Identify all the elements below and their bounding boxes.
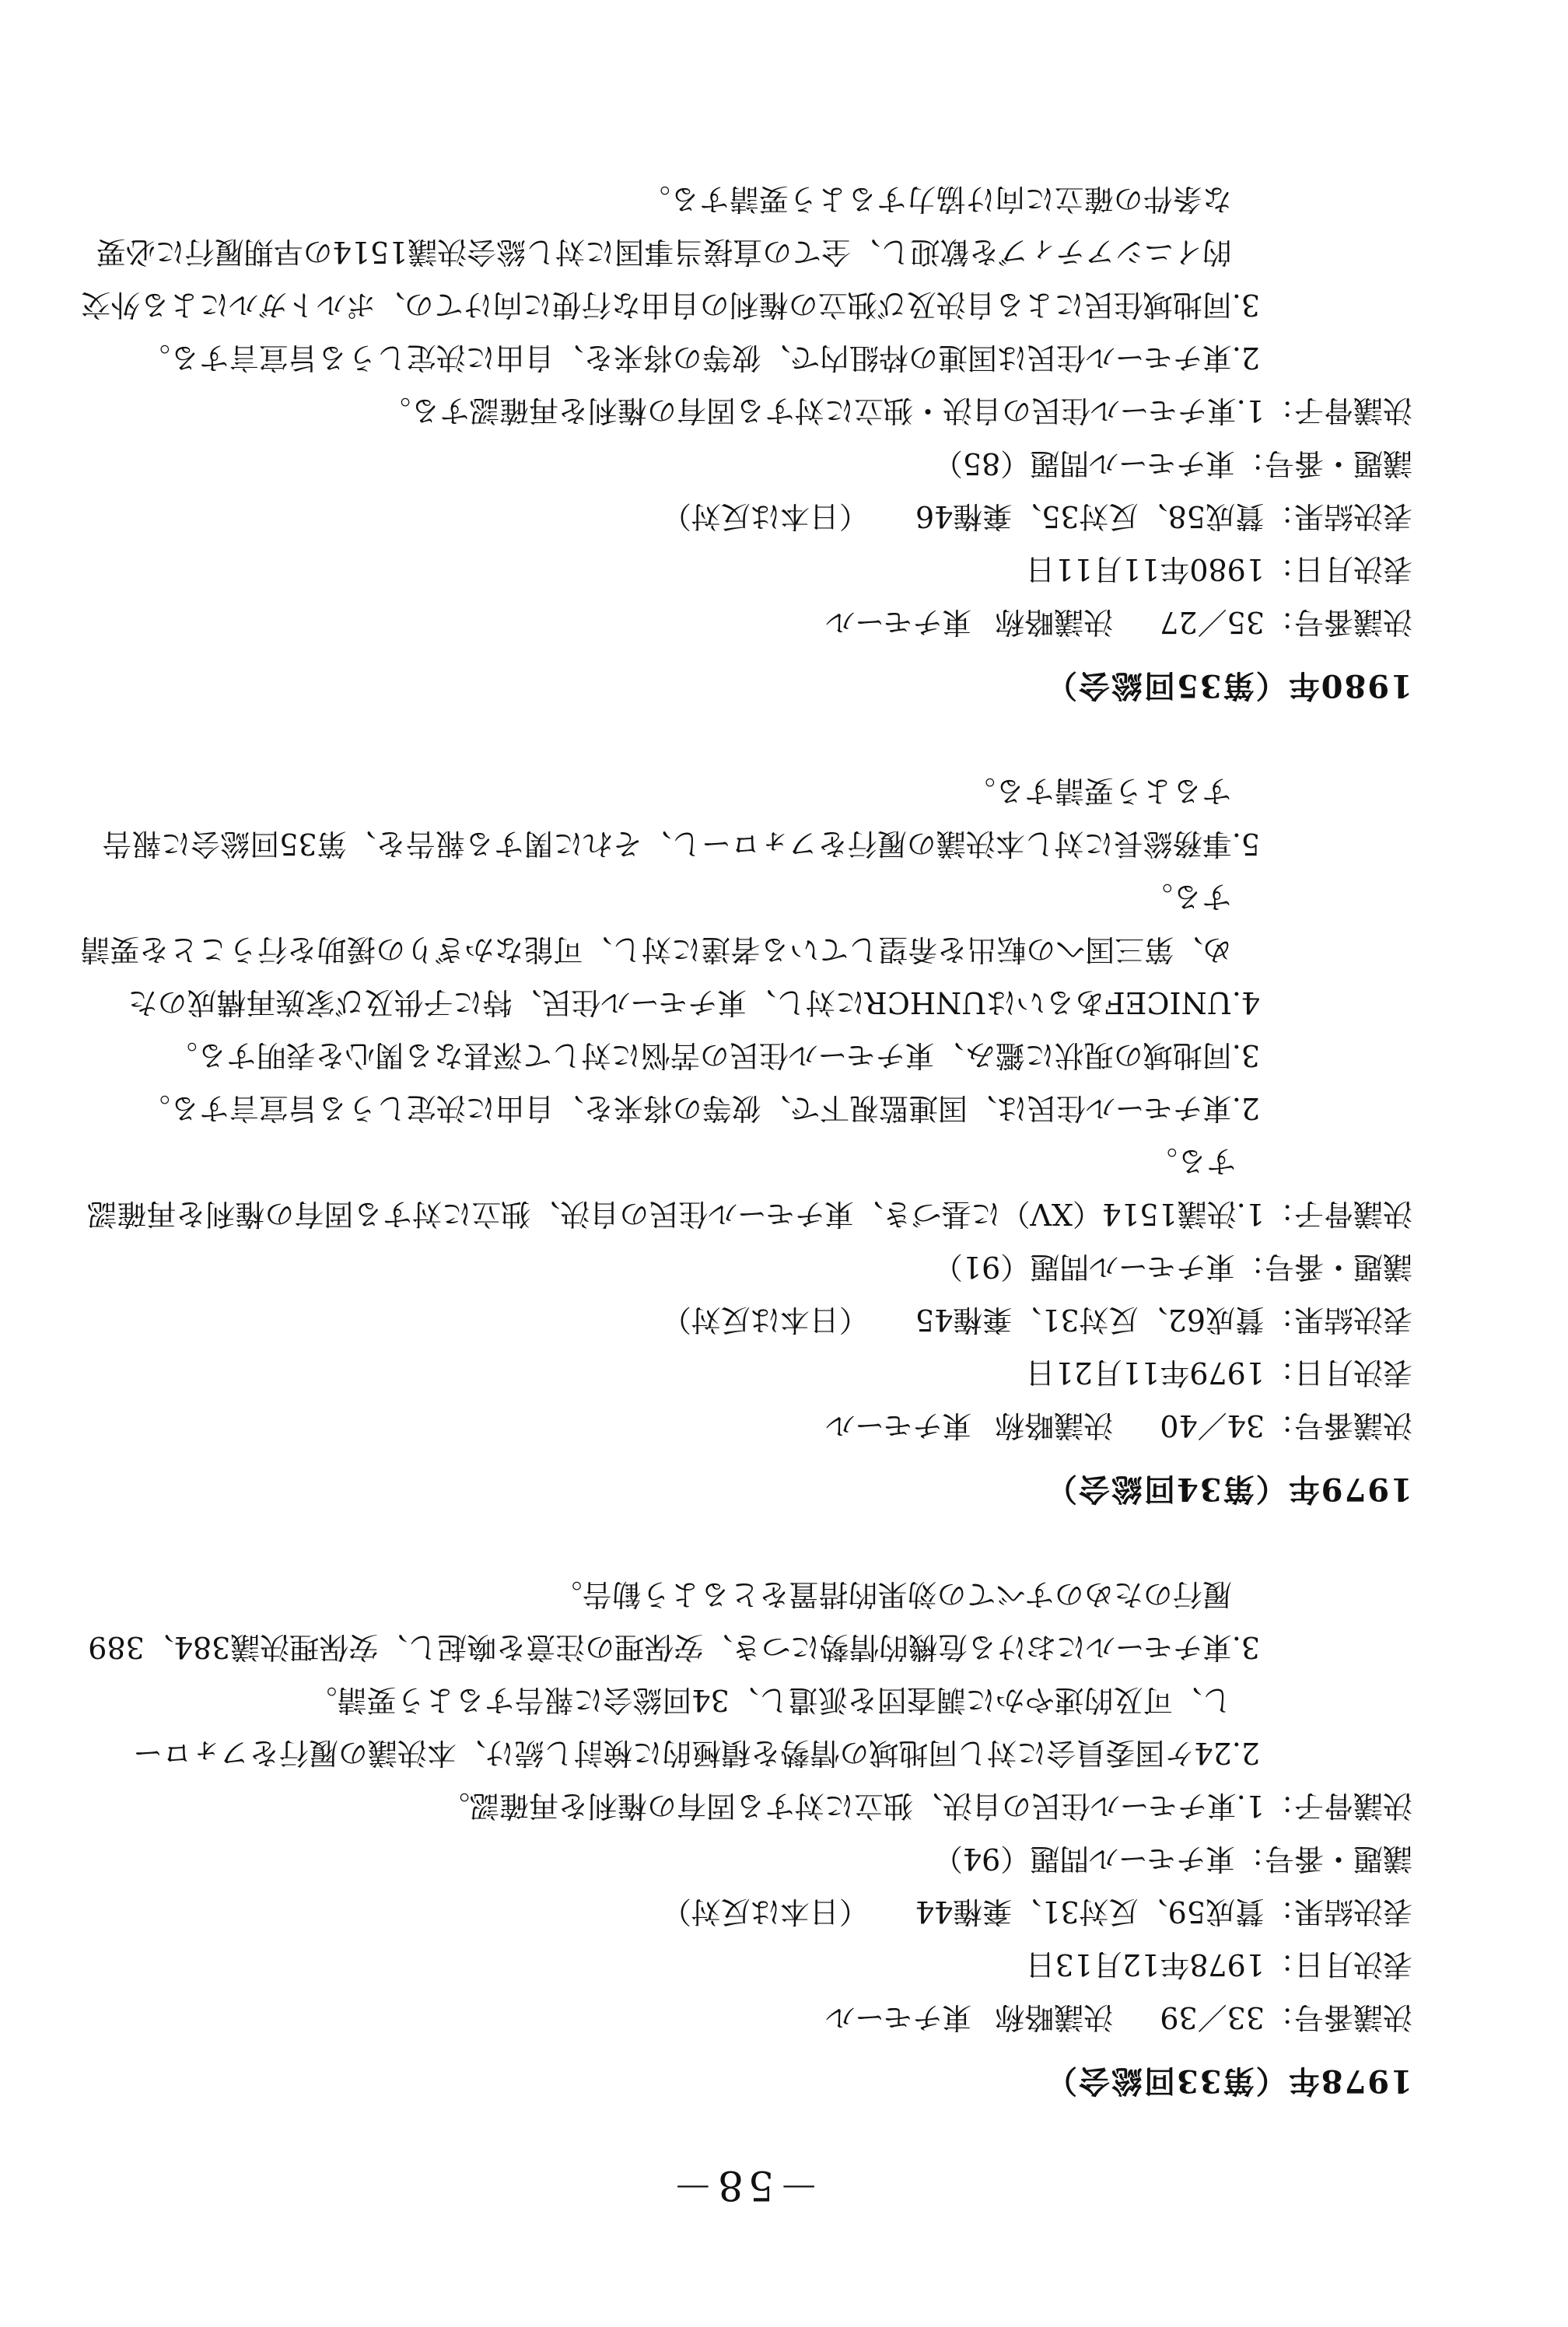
vote-result-label: 表決結果： — [1264, 1303, 1412, 1337]
point-number: 3. — [1231, 1630, 1260, 1664]
point-text: 東チモール住民の自決・独立に対する固有の権利を再確認する。 — [380, 394, 1237, 428]
short-title: 東チモール — [825, 2000, 972, 2035]
vote-result-row — [75, 1885, 1412, 1938]
summary-point — [75, 1135, 1412, 1240]
summary-label: 決議骨子： — [1264, 394, 1412, 428]
agenda-label: 議題・番号： — [1234, 1250, 1412, 1284]
point-text: 東チモール住民は、国連監視下で、彼等の将来を、自由に決定しうる旨宣言する。 — [140, 1091, 1232, 1125]
point-number: 2. — [1231, 1091, 1260, 1125]
adoption-date-row — [75, 1346, 1412, 1399]
point-text: 東チモール住民は国連の枠組内で、彼等の将来を、自由に決定しうる旨宣言する。 — [140, 341, 1232, 375]
section-heading: 1980年（第35回総会） — [1045, 667, 1412, 704]
resolution-number-label: 決議番号： — [1264, 605, 1412, 639]
adoption-date-row — [75, 543, 1412, 596]
short-title-label: 決議略称 — [995, 2000, 1114, 2035]
summary-point — [75, 765, 1260, 870]
vote-result: 賛成58、反対35、棄権46 — [915, 499, 1265, 534]
section-heading: 1978年（第33回総会） — [1045, 2063, 1412, 2099]
resolution-number-label: 決議番号： — [1264, 1408, 1412, 1443]
agenda-label: 議題・番号： — [1234, 1842, 1412, 1876]
summary-point — [75, 173, 1260, 331]
adoption-date-row — [75, 1938, 1412, 1991]
point-number: 3. — [1231, 288, 1260, 322]
point-text: UNICEFあるいはUNHCRに対し、東チモール住民、特に子供及び家族再構成のため、第三国への転出を希望している者達に対し、可能なかぎりの援助を行うことを要請する。 — [80, 880, 1232, 1020]
point-number: 5. — [1231, 827, 1260, 861]
summary-point — [75, 1568, 1260, 1674]
resolution-summary — [75, 1568, 1412, 1832]
resolution-summary — [75, 765, 1412, 1240]
summary-label: 決議骨子： — [1264, 1789, 1412, 1823]
adoption-date-label: 表決月日： — [1264, 1947, 1412, 1982]
agenda-row — [75, 1832, 1412, 1885]
resolution-number: 34／40 — [1160, 1408, 1265, 1443]
resolution-number-row — [75, 1399, 1412, 1452]
point-text: 決議1514（XV）に基づき、東チモール住民の自決、独立に対する固有の権利を再確認する。 — [87, 1144, 1237, 1231]
resolution-summary — [75, 173, 1412, 437]
short-title-label: 決議略称 — [995, 605, 1114, 639]
adoption-date-label: 表決月日： — [1264, 552, 1412, 586]
page-number: －58－ — [667, 2161, 820, 2208]
point-text: 同地域の現状に鑑み、東チモール住民の苦悩に対して深甚なる関心を表明する。 — [167, 1038, 1232, 1073]
adoption-date: 1978年12月13日 — [1025, 1947, 1265, 1982]
agenda-row — [75, 437, 1412, 490]
session-section-1980 — [75, 173, 1412, 710]
point-number: 1. — [1236, 1197, 1265, 1231]
summary-point — [75, 870, 1260, 1029]
point-text: 事務総長に対し本決議の履行をフォローし、それに関する報告を、第35回総会に報告するよう要請する。 — [102, 774, 1232, 861]
session-section-1979 — [75, 765, 1412, 1513]
point-text: 24ケ国委員会に対し同地域の情勢を積極的に検討し続け、本決議の履行をフォローし、可及的速やかに調査団を派遣し、34回総会に報告するよう要請。 — [132, 1683, 1232, 1770]
vote-result-label: 表決結果： — [1264, 499, 1412, 534]
agenda: 東チモール問題（94） — [933, 1842, 1235, 1876]
point-number: 1. — [1236, 394, 1265, 428]
japan-vote: （日本は反対） — [661, 499, 869, 534]
vote-result: 賛成62、反対31、棄権45 — [915, 1303, 1265, 1337]
resolution-number-row — [75, 596, 1412, 649]
short-title: 東チモール — [825, 1408, 972, 1443]
adoption-date: 1980年11月11日 — [1025, 552, 1265, 586]
resolution-number: 33／39 — [1160, 2000, 1265, 2035]
vote-result-row — [75, 490, 1412, 543]
summary-point — [75, 331, 1260, 384]
point-number: 3. — [1231, 1038, 1260, 1073]
resolution-number-row — [75, 1991, 1412, 2044]
japan-vote: （日本は反対） — [661, 1895, 869, 1929]
summary-point — [75, 1029, 1260, 1082]
japan-vote: （日本は反対） — [661, 1303, 869, 1337]
summary-point — [75, 1779, 1412, 1832]
agenda: 東チモール問題（85） — [933, 446, 1235, 481]
adoption-date-label: 表決月日： — [1264, 1356, 1412, 1390]
agenda-label: 議題・番号： — [1234, 446, 1412, 481]
short-title: 東チモール — [825, 605, 972, 639]
resolution-number: 35／27 — [1160, 605, 1265, 639]
summary-point — [75, 1674, 1260, 1779]
point-text: 東チモール住民の自決、独立に対する固有の権利を再確認。 — [439, 1789, 1237, 1823]
section-heading: 1979年（第34回総会） — [1045, 1471, 1412, 1507]
point-number: 2. — [1231, 1736, 1260, 1770]
point-text: 東チモールにおける危機的情勢につき、安保理の注意を喚起し、安保理決議384、389履行のためのすべての効果的措置をとるよう勧告。 — [88, 1577, 1232, 1664]
summary-point — [75, 384, 1412, 437]
resolution-number-label: 決議番号： — [1264, 2000, 1412, 2035]
agenda-row — [75, 1240, 1412, 1293]
point-number: 2. — [1231, 341, 1260, 375]
point-number: 1. — [1236, 1789, 1265, 1823]
session-section-1978 — [75, 1568, 1412, 2105]
page-content — [75, 118, 1412, 2218]
adoption-date: 1979年11月21日 — [1025, 1356, 1265, 1390]
vote-result-label: 表決結果： — [1264, 1895, 1412, 1929]
point-text: 同地域住民による自決及び独立の権利の自由な行使に向けての、ポルトガルによる外交的イニシアティブを歓迎し、全ての直接当事国に対し総会決議1514の早期履行に必要な条件の確立に向け協力するよう要請する。 — [81, 182, 1232, 322]
vote-result: 賛成59、反対31、棄権44 — [915, 1895, 1265, 1929]
vote-result-row — [75, 1293, 1412, 1346]
summary-point — [75, 1082, 1260, 1135]
short-title-label: 決議略称 — [995, 1408, 1114, 1443]
point-number: 4. — [1231, 985, 1260, 1020]
summary-label: 決議骨子： — [1264, 1197, 1412, 1231]
agenda: 東チモール問題（91） — [933, 1250, 1235, 1284]
